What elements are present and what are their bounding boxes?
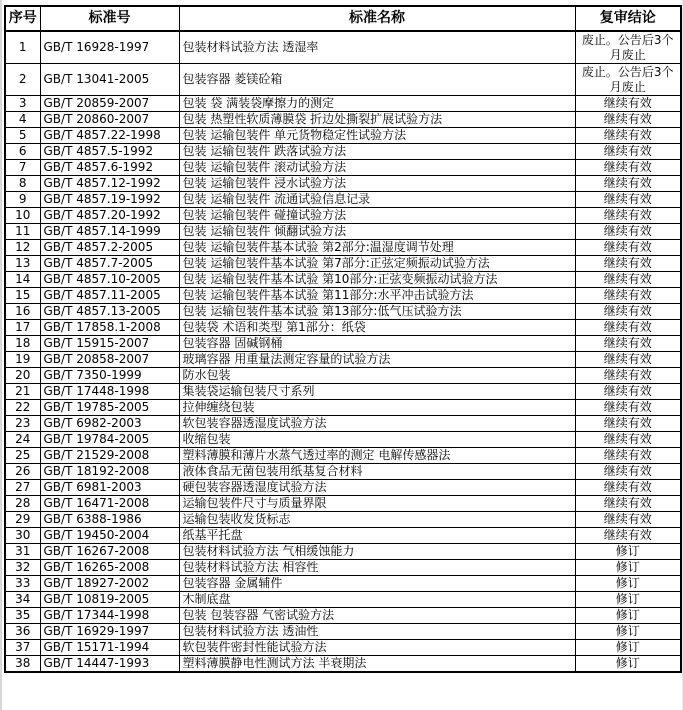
- cell-standard-no: GB/T 4857.13-2005: [40, 304, 179, 320]
- cell-review-result: 继续有效: [575, 176, 681, 192]
- table-row: [5, 288, 681, 304]
- cell-standard-name: 玻璃容器 用重量法测定容量的试验方法: [179, 352, 575, 368]
- cell-standard-name: 包装 运输包装件 跌落试验方法: [179, 144, 575, 160]
- table-row: [5, 256, 681, 272]
- cell-standard-name: 包装材料试验方法 气相缓蚀能力: [179, 544, 575, 560]
- table-row: [5, 144, 681, 160]
- cell-standard-name: 包装容器 固碱钢桶: [179, 336, 575, 352]
- table-row: [5, 128, 681, 144]
- cell-review-result: 继续有效: [575, 96, 681, 112]
- cell-seq-no: 28: [5, 496, 40, 512]
- table-row: [5, 192, 681, 208]
- cell-standard-name: 硬包装容器透湿度试验方法: [179, 480, 575, 496]
- table-row: [5, 512, 681, 528]
- cell-standard-name: 包装 热塑性软质薄膜袋 折边处撕裂扩展试验方法: [179, 112, 575, 128]
- cell-standard-no: GB/T 4857.20-1992: [40, 208, 179, 224]
- cell-standard-no: GB/T 4857.2-2005: [40, 240, 179, 256]
- cell-standard-no: GB/T 16929-1997: [40, 624, 179, 640]
- cell-standard-name: 包装 运输包装件 碰撞试验方法: [179, 208, 575, 224]
- cell-review-result: 修订: [575, 544, 681, 560]
- cell-seq-no: 7: [5, 160, 40, 176]
- cell-seq-no: 18: [5, 336, 40, 352]
- cell-review-result: 继续有效: [575, 128, 681, 144]
- cell-standard-no: GB/T 10819-2005: [40, 592, 179, 608]
- table-row: [5, 608, 681, 624]
- cell-standard-no: GB/T 6982-2003: [40, 416, 179, 432]
- table-row: [5, 64, 681, 96]
- cell-standard-no: GB/T 4857.10-2005: [40, 272, 179, 288]
- cell-seq-no: 25: [5, 448, 40, 464]
- table-row: [5, 560, 681, 576]
- cell-review-result: 继续有效: [575, 192, 681, 208]
- cell-review-result: 继续有效: [575, 432, 681, 448]
- table-row: [5, 208, 681, 224]
- cell-seq-no: 17: [5, 320, 40, 336]
- cell-standard-no: GB/T 20860-2007: [40, 112, 179, 128]
- table-row: [5, 240, 681, 256]
- cell-standard-no: GB/T 19784-2005: [40, 432, 179, 448]
- cell-standard-name: 包装袋 术语和类型 第1部分：纸袋: [179, 320, 575, 336]
- table-row: [5, 384, 681, 400]
- cell-standard-name: 包装 运输包装件基本试验 第13部分:低气压试验方法: [179, 304, 575, 320]
- cell-standard-name: 包装 运输包装件基本试验 第2部分:温湿度调节处理: [179, 240, 575, 256]
- cell-standard-no: GB/T 6981-2003: [40, 480, 179, 496]
- cell-standard-name: 集装袋运输包装尺寸系列: [179, 384, 575, 400]
- cell-seq-no: 22: [5, 400, 40, 416]
- cell-review-result: 继续有效: [575, 400, 681, 416]
- cell-review-result: 废止。公告后3个月废止: [575, 64, 681, 96]
- cell-standard-no: GB/T 17344-1998: [40, 608, 179, 624]
- table-header-row: [5, 6, 681, 31]
- cell-standard-name: 运输包装件尺寸与质量界限: [179, 496, 575, 512]
- cell-seq-no: 26: [5, 464, 40, 480]
- cell-standard-no: GB/T 4857.6-1992: [40, 160, 179, 176]
- cell-review-result: 废止。公告后3个月废止: [575, 31, 681, 64]
- cell-seq-no: 3: [5, 96, 40, 112]
- cell-standard-name: 塑料薄膜和薄片水蒸气透过率的测定 电解传感器法: [179, 448, 575, 464]
- cell-standard-name: 包装 运输包装件 滚动试验方法: [179, 160, 575, 176]
- table-row: [5, 464, 681, 480]
- table-row: [5, 528, 681, 544]
- cell-seq-no: 4: [5, 112, 40, 128]
- cell-seq-no: 11: [5, 224, 40, 240]
- cell-standard-no: GB/T 4857.11-2005: [40, 288, 179, 304]
- cell-seq-no: 38: [5, 656, 40, 673]
- cell-seq-no: 13: [5, 256, 40, 272]
- cell-review-result: 继续有效: [575, 272, 681, 288]
- cell-standard-name: 包装容器 菱镁砼箱: [179, 64, 575, 96]
- table-row: [5, 496, 681, 512]
- cell-review-result: 继续有效: [575, 368, 681, 384]
- table-row: [5, 96, 681, 112]
- col-header-seq: 序号: [5, 6, 40, 31]
- cell-standard-no: GB/T 7350-1999: [40, 368, 179, 384]
- table-row: [5, 160, 681, 176]
- cell-review-result: 继续有效: [575, 448, 681, 464]
- cell-standard-no: GB/T 16471-2008: [40, 496, 179, 512]
- cell-standard-name: 液体食品无菌包装用纸基复合材料: [179, 464, 575, 480]
- cell-seq-no: 34: [5, 592, 40, 608]
- cell-standard-no: GB/T 20859-2007: [40, 96, 179, 112]
- cell-standard-name: 包装材料试验方法 相容性: [179, 560, 575, 576]
- table-row: [5, 31, 681, 64]
- cell-review-result: 继续有效: [575, 304, 681, 320]
- cell-review-result: 修订: [575, 640, 681, 656]
- cell-review-result: 修订: [575, 592, 681, 608]
- cell-standard-name: 包装材料试验方法 透油性: [179, 624, 575, 640]
- table-row: [5, 624, 681, 640]
- cell-seq-no: 19: [5, 352, 40, 368]
- cell-standard-no: GB/T 15171-1994: [40, 640, 179, 656]
- cell-standard-no: GB/T 14447-1993: [40, 656, 179, 673]
- cell-seq-no: 16: [5, 304, 40, 320]
- cell-review-result: 继续有效: [575, 512, 681, 528]
- table-row: [5, 656, 681, 673]
- cell-standard-name: 包装 运输包装件 流通试验信息记录: [179, 192, 575, 208]
- cell-seq-no: 27: [5, 480, 40, 496]
- table-row: [5, 576, 681, 592]
- page-edge-left: [0, 0, 2, 710]
- cell-standard-no: GB/T 19450-2004: [40, 528, 179, 544]
- cell-review-result: 继续有效: [575, 480, 681, 496]
- cell-review-result: 修订: [575, 624, 681, 640]
- cell-standard-no: GB/T 4857.12-1992: [40, 176, 179, 192]
- cell-seq-no: 8: [5, 176, 40, 192]
- cell-standard-no: GB/T 15915-2007: [40, 336, 179, 352]
- cell-standard-name: 运输包装收发货标志: [179, 512, 575, 528]
- cell-review-result: 修订: [575, 576, 681, 592]
- cell-review-result: 继续有效: [575, 240, 681, 256]
- cell-review-result: 继续有效: [575, 112, 681, 128]
- cell-standard-name: 包装 运输包装件基本试验 第7部分:正弦定频振动试验方法: [179, 256, 575, 272]
- cell-standard-no: GB/T 18192-2008: [40, 464, 179, 480]
- table-row: [5, 368, 681, 384]
- cell-review-result: 继续有效: [575, 208, 681, 224]
- cell-standard-no: GB/T 18927-2002: [40, 576, 179, 592]
- cell-review-result: 修订: [575, 656, 681, 673]
- cell-review-result: 继续有效: [575, 352, 681, 368]
- table-row: [5, 480, 681, 496]
- table-row: [5, 416, 681, 432]
- cell-standard-name: 包装 袋 满装袋摩擦力的测定: [179, 96, 575, 112]
- cell-standard-name: 包装 包装容器 气密试验方法: [179, 608, 575, 624]
- cell-review-result: 继续有效: [575, 320, 681, 336]
- cell-standard-no: GB/T 21529-2008: [40, 448, 179, 464]
- cell-standard-name: 包装 运输包装件 倾翻试验方法: [179, 224, 575, 240]
- cell-standard-no: GB/T 16928-1997: [40, 31, 179, 64]
- cell-standard-no: GB/T 16265-2008: [40, 560, 179, 576]
- cell-seq-no: 5: [5, 128, 40, 144]
- cell-review-result: 继续有效: [575, 416, 681, 432]
- table-row: [5, 400, 681, 416]
- cell-seq-no: 6: [5, 144, 40, 160]
- cell-seq-no: 12: [5, 240, 40, 256]
- table-row: [5, 352, 681, 368]
- cell-standard-name: 拉伸缠绕包装: [179, 400, 575, 416]
- cell-seq-no: 33: [5, 576, 40, 592]
- cell-standard-name: 软包装容器透湿度试验方法: [179, 416, 575, 432]
- cell-standard-no: GB/T 19785-2005: [40, 400, 179, 416]
- cell-review-result: 继续有效: [575, 384, 681, 400]
- table-row: [5, 112, 681, 128]
- table-row: [5, 592, 681, 608]
- cell-seq-no: 9: [5, 192, 40, 208]
- table-row: [5, 304, 681, 320]
- cell-seq-no: 24: [5, 432, 40, 448]
- cell-seq-no: 10: [5, 208, 40, 224]
- cell-standard-no: GB/T 17448-1998: [40, 384, 179, 400]
- cell-review-result: 继续有效: [575, 256, 681, 272]
- cell-standard-name: 包装 运输包装件 浸水试验方法: [179, 176, 575, 192]
- table-row: [5, 272, 681, 288]
- table-row: [5, 224, 681, 240]
- table-row: [5, 336, 681, 352]
- cell-standard-no: GB/T 17858.1-2008: [40, 320, 179, 336]
- cell-standard-no: GB/T 4857.14-1999: [40, 224, 179, 240]
- cell-seq-no: 35: [5, 608, 40, 624]
- col-header-name: 标准名称: [179, 6, 575, 31]
- cell-seq-no: 31: [5, 544, 40, 560]
- cell-review-result: 继续有效: [575, 160, 681, 176]
- cell-review-result: 继续有效: [575, 464, 681, 480]
- col-header-std-no: 标准号: [40, 6, 179, 31]
- cell-standard-no: GB/T 16267-2008: [40, 544, 179, 560]
- cell-standard-name: 包装 运输包装件基本试验 第11部分:水平冲击试验方法: [179, 288, 575, 304]
- cell-seq-no: 29: [5, 512, 40, 528]
- cell-standard-name: 包装容器 金属辅件: [179, 576, 575, 592]
- cell-seq-no: 20: [5, 368, 40, 384]
- cell-seq-no: 37: [5, 640, 40, 656]
- cell-seq-no: 30: [5, 528, 40, 544]
- table-row: [5, 544, 681, 560]
- cell-review-result: 继续有效: [575, 496, 681, 512]
- cell-standard-no: GB/T 13041-2005: [40, 64, 179, 96]
- cell-standard-name: 收缩包装: [179, 432, 575, 448]
- cell-seq-no: 15: [5, 288, 40, 304]
- cell-seq-no: 1: [5, 31, 40, 64]
- table-row: [5, 176, 681, 192]
- cell-standard-name: 纸基平托盘: [179, 528, 575, 544]
- cell-standard-name: 木制底盘: [179, 592, 575, 608]
- cell-standard-no: GB/T 4857.22-1998: [40, 128, 179, 144]
- col-header-result: 复审结论: [575, 6, 681, 31]
- cell-standard-no: GB/T 20858-2007: [40, 352, 179, 368]
- cell-seq-no: 36: [5, 624, 40, 640]
- cell-standard-no: GB/T 4857.19-1992: [40, 192, 179, 208]
- cell-standard-no: GB/T 4857.7-2005: [40, 256, 179, 272]
- cell-review-result: 继续有效: [575, 336, 681, 352]
- standards-review-table: [4, 5, 682, 673]
- table-body: [5, 31, 681, 672]
- cell-review-result: 继续有效: [575, 144, 681, 160]
- cell-seq-no: 32: [5, 560, 40, 576]
- table-row: [5, 640, 681, 656]
- table-row: [5, 432, 681, 448]
- cell-standard-name: 包装材料试验方法 透湿率: [179, 31, 575, 64]
- cell-standard-name: 包装 运输包装件 单元货物稳定性试验方法: [179, 128, 575, 144]
- cell-standard-no: GB/T 6388-1986: [40, 512, 179, 528]
- cell-standard-name: 包装 运输包装件基本试验 第10部分:正弦变频振动试验方法: [179, 272, 575, 288]
- cell-standard-no: GB/T 4857.5-1992: [40, 144, 179, 160]
- cell-review-result: 继续有效: [575, 288, 681, 304]
- table-row: [5, 448, 681, 464]
- table-row: [5, 320, 681, 336]
- cell-review-result: 修订: [575, 560, 681, 576]
- cell-seq-no: 2: [5, 64, 40, 96]
- cell-standard-name: 防水包装: [179, 368, 575, 384]
- cell-seq-no: 23: [5, 416, 40, 432]
- cell-review-result: 修订: [575, 608, 681, 624]
- cell-standard-name: 塑料薄膜静电性测试方法 半衰期法: [179, 656, 575, 673]
- cell-standard-name: 软包装件密封性能试验方法: [179, 640, 575, 656]
- cell-review-result: 继续有效: [575, 224, 681, 240]
- cell-review-result: 继续有效: [575, 528, 681, 544]
- cell-seq-no: 21: [5, 384, 40, 400]
- cell-seq-no: 14: [5, 272, 40, 288]
